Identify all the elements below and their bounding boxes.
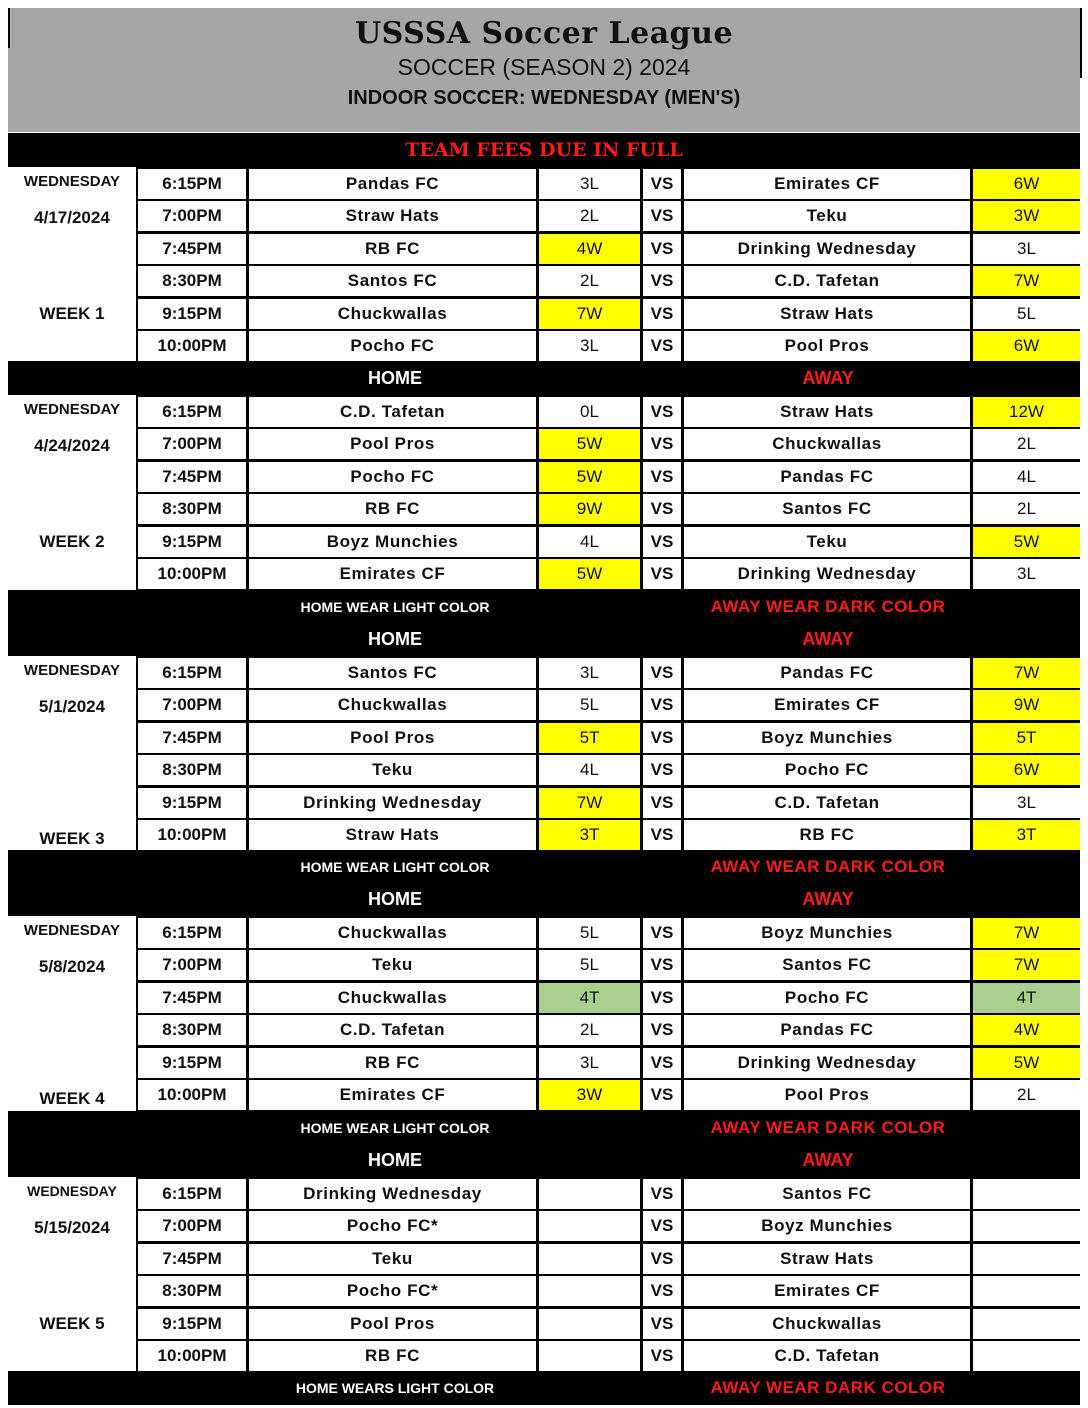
home-score: 3L bbox=[539, 331, 640, 361]
home-score bbox=[539, 1211, 640, 1241]
game-time: 9:15PM bbox=[138, 1048, 246, 1078]
versus-label: VS bbox=[643, 494, 681, 524]
versus-label: VS bbox=[643, 723, 681, 753]
away-score: 5T bbox=[973, 723, 1080, 753]
page-header bbox=[8, 8, 1080, 132]
home-team: Straw Hats bbox=[249, 201, 536, 231]
game-time: 9:15PM bbox=[138, 1309, 246, 1339]
game-row bbox=[138, 788, 1080, 818]
away-score: 6W bbox=[973, 169, 1080, 199]
game-row bbox=[138, 918, 1080, 948]
home-score: 5W bbox=[539, 462, 640, 492]
home-team: Straw Hats bbox=[249, 820, 536, 850]
date-label: 5/15/2024 bbox=[34, 1217, 110, 1237]
home-team: RB FC bbox=[249, 1048, 536, 1078]
away-team: C.D. Tafetan bbox=[684, 1341, 970, 1371]
versus-label: VS bbox=[643, 527, 681, 557]
home-team: Teku bbox=[249, 755, 536, 785]
away-team: Emirates CF bbox=[684, 1276, 970, 1306]
versus-label: VS bbox=[643, 1244, 681, 1274]
game-time: 8:30PM bbox=[138, 755, 246, 785]
away-team: Santos FC bbox=[684, 950, 970, 980]
black-band bbox=[8, 852, 1080, 884]
home-team: Santos FC bbox=[249, 266, 536, 296]
away-score: 2L bbox=[973, 429, 1080, 459]
game-row bbox=[138, 983, 1080, 1013]
home-team: Pool Pros bbox=[249, 429, 536, 459]
away-score: 2L bbox=[973, 494, 1080, 524]
home-score: 5L bbox=[539, 918, 640, 948]
game-row bbox=[138, 1015, 1080, 1045]
away-score: 6W bbox=[973, 755, 1080, 785]
home-wear-note: HOME WEAR LIGHT COLOR bbox=[300, 1119, 490, 1136]
home-team: Boyz Munchies bbox=[249, 527, 536, 557]
home-score: 4L bbox=[539, 527, 640, 557]
game-time: 7:00PM bbox=[138, 201, 246, 231]
away-team: Chuckwallas bbox=[684, 429, 970, 459]
versus-label: VS bbox=[643, 1341, 681, 1371]
week-block-5 bbox=[8, 1177, 1080, 1373]
away-team: RB FC bbox=[684, 820, 970, 850]
versus-label: VS bbox=[643, 1309, 681, 1339]
header-border-right bbox=[1080, 8, 1082, 78]
home-team: Pool Pros bbox=[249, 1309, 536, 1339]
versus-label: VS bbox=[643, 1048, 681, 1078]
versus-label: VS bbox=[643, 1211, 681, 1241]
game-row bbox=[138, 1276, 1080, 1306]
away-team: Pocho FC bbox=[684, 983, 970, 1013]
away-team: Emirates CF bbox=[684, 169, 970, 199]
home-wear-note: HOME WEAR LIGHT COLOR bbox=[300, 598, 490, 615]
game-time: 7:45PM bbox=[138, 234, 246, 264]
game-time: 8:30PM bbox=[138, 266, 246, 296]
date-label: 5/8/2024 bbox=[38, 957, 106, 977]
away-team: Drinking Wednesday bbox=[684, 1048, 970, 1078]
home-score: 5L bbox=[539, 950, 640, 980]
home-team: Chuckwallas bbox=[249, 983, 536, 1013]
game-row bbox=[138, 331, 1080, 361]
away-score: 5L bbox=[973, 299, 1080, 329]
away-score: 2L bbox=[973, 1080, 1080, 1110]
home-score: 9W bbox=[539, 494, 640, 524]
date-label: 5/1/2024 bbox=[38, 696, 106, 716]
home-team: Santos FC bbox=[249, 658, 536, 688]
away-team: Boyz Munchies bbox=[684, 918, 970, 948]
game-row bbox=[138, 1309, 1080, 1339]
home-score: 5W bbox=[539, 429, 640, 459]
game-row bbox=[138, 429, 1080, 459]
home-team: Drinking Wednesday bbox=[249, 788, 536, 818]
away-team: Pocho FC bbox=[684, 755, 970, 785]
away-score: 12W bbox=[973, 397, 1080, 427]
home-score: 3L bbox=[539, 658, 640, 688]
away-wear-note: AWAY WEAR DARK COLOR bbox=[710, 596, 946, 616]
away-team: Pool Pros bbox=[684, 1080, 970, 1110]
away-score bbox=[973, 1211, 1080, 1241]
versus-label: VS bbox=[643, 462, 681, 492]
season-subtitle: SOCCER (SEASON 2) 2024 bbox=[397, 54, 691, 80]
game-time: 6:15PM bbox=[138, 658, 246, 688]
away-score: 3L bbox=[973, 788, 1080, 818]
game-time: 9:15PM bbox=[138, 527, 246, 557]
week-label: WEEK 1 bbox=[39, 304, 105, 323]
game-time: 8:30PM bbox=[138, 1015, 246, 1045]
versus-label: VS bbox=[643, 918, 681, 948]
away-column-label: AWAY bbox=[802, 368, 854, 389]
game-time: 8:30PM bbox=[138, 494, 246, 524]
game-time: 7:45PM bbox=[138, 723, 246, 753]
away-score bbox=[973, 1179, 1080, 1209]
home-team: RB FC bbox=[249, 234, 536, 264]
away-score bbox=[973, 1244, 1080, 1274]
game-row bbox=[138, 690, 1080, 720]
week-block-4 bbox=[8, 916, 1080, 1112]
game-row bbox=[138, 1179, 1080, 1209]
game-row bbox=[138, 658, 1080, 688]
home-team: RB FC bbox=[249, 494, 536, 524]
game-time: 6:15PM bbox=[138, 1179, 246, 1209]
home-team: Pocho FC* bbox=[249, 1276, 536, 1306]
versus-label: VS bbox=[643, 1179, 681, 1209]
game-row bbox=[138, 1341, 1080, 1371]
home-team: Pocho FC bbox=[249, 462, 536, 492]
week-label: WEEK 3 bbox=[39, 828, 105, 848]
game-row bbox=[138, 723, 1080, 753]
week-label: WEEK 2 bbox=[39, 532, 105, 552]
date-label: 4/17/2024 bbox=[34, 208, 110, 227]
away-team: Straw Hats bbox=[684, 1244, 970, 1274]
versus-label: VS bbox=[643, 331, 681, 361]
away-column-label: AWAY bbox=[802, 628, 854, 649]
black-band bbox=[8, 133, 1080, 167]
away-wear-note: AWAY WEAR DARK COLOR bbox=[710, 1117, 946, 1137]
home-team: Teku bbox=[249, 1244, 536, 1274]
game-row bbox=[138, 1211, 1080, 1241]
home-team: Pool Pros bbox=[249, 723, 536, 753]
day-label: WEDNESDAY bbox=[23, 173, 121, 190]
home-score: 3T bbox=[539, 820, 640, 850]
away-score bbox=[973, 1276, 1080, 1306]
date-label: 4/24/2024 bbox=[34, 436, 110, 456]
away-team: Chuckwallas bbox=[684, 1309, 970, 1339]
game-time: 7:00PM bbox=[138, 950, 246, 980]
game-time: 10:00PM bbox=[138, 820, 246, 850]
fees-notice: TEAM FEES DUE IN FULL bbox=[405, 139, 683, 161]
away-team: Pandas FC bbox=[684, 1015, 970, 1045]
home-score: 5L bbox=[539, 690, 640, 720]
away-score: 7W bbox=[973, 658, 1080, 688]
away-team: Boyz Munchies bbox=[684, 1211, 970, 1241]
game-time: 6:15PM bbox=[138, 169, 246, 199]
away-team: Teku bbox=[684, 527, 970, 557]
game-time: 10:00PM bbox=[138, 1080, 246, 1110]
home-score: 4T bbox=[539, 983, 640, 1013]
game-row bbox=[138, 527, 1080, 557]
versus-label: VS bbox=[643, 1276, 681, 1306]
away-score: 7W bbox=[973, 266, 1080, 296]
versus-label: VS bbox=[643, 820, 681, 850]
day-label: WEDNESDAY bbox=[23, 401, 121, 419]
away-score: 4W bbox=[973, 1015, 1080, 1045]
away-score: 3T bbox=[973, 820, 1080, 850]
versus-label: VS bbox=[643, 1080, 681, 1110]
home-score: 3L bbox=[539, 169, 640, 199]
home-score: 7W bbox=[539, 788, 640, 818]
home-score: 2L bbox=[539, 1015, 640, 1045]
home-team: Chuckwallas bbox=[249, 299, 536, 329]
game-row bbox=[138, 201, 1080, 231]
home-score bbox=[539, 1244, 640, 1274]
versus-label: VS bbox=[643, 983, 681, 1013]
versus-label: VS bbox=[643, 1015, 681, 1045]
home-score: 3L bbox=[539, 1048, 640, 1078]
home-column-label: HOME bbox=[368, 1149, 422, 1170]
black-band bbox=[8, 1373, 1080, 1405]
away-score: 6W bbox=[973, 331, 1080, 361]
game-row bbox=[138, 266, 1080, 296]
away-score bbox=[973, 1309, 1080, 1339]
away-team: Drinking Wednesday bbox=[684, 234, 970, 264]
away-score: 5W bbox=[973, 527, 1080, 557]
away-score: 4T bbox=[973, 983, 1080, 1013]
game-time: 7:45PM bbox=[138, 462, 246, 492]
away-wear-note: AWAY WEAR DARK COLOR bbox=[710, 1377, 946, 1397]
game-time: 7:45PM bbox=[138, 1244, 246, 1274]
home-team: Pocho FC* bbox=[249, 1211, 536, 1241]
black-band bbox=[8, 624, 1080, 656]
week-info bbox=[8, 167, 136, 361]
home-score: 2L bbox=[539, 201, 640, 231]
home-team: Emirates CF bbox=[249, 1080, 536, 1110]
week-label: WEEK 5 bbox=[39, 1313, 105, 1333]
home-team: Pandas FC bbox=[249, 169, 536, 199]
game-time: 8:30PM bbox=[138, 1276, 246, 1306]
away-score bbox=[973, 1341, 1080, 1371]
away-score: 3W bbox=[973, 201, 1080, 231]
game-time: 6:15PM bbox=[138, 397, 246, 427]
week-block-1 bbox=[8, 167, 1080, 363]
day-label: WEDNESDAY bbox=[23, 661, 121, 679]
home-wear-note: HOME WEARS LIGHT COLOR bbox=[295, 1379, 495, 1396]
home-score bbox=[539, 1276, 640, 1306]
away-score: 3L bbox=[973, 234, 1080, 264]
black-band bbox=[8, 592, 1080, 624]
versus-label: VS bbox=[643, 201, 681, 231]
versus-label: VS bbox=[643, 169, 681, 199]
away-team: Pandas FC bbox=[684, 462, 970, 492]
game-time: 9:15PM bbox=[138, 788, 246, 818]
home-score bbox=[539, 1309, 640, 1339]
home-score: 5T bbox=[539, 723, 640, 753]
black-band bbox=[8, 884, 1080, 916]
away-score: 7W bbox=[973, 918, 1080, 948]
home-team: Pocho FC bbox=[249, 331, 536, 361]
home-team: C.D. Tafetan bbox=[249, 397, 536, 427]
away-team: Pool Pros bbox=[684, 331, 970, 361]
home-team: Teku bbox=[249, 950, 536, 980]
away-column-label: AWAY bbox=[802, 889, 854, 910]
game-row bbox=[138, 820, 1080, 850]
game-row bbox=[138, 950, 1080, 980]
home-team: RB FC bbox=[249, 1341, 536, 1371]
versus-label: VS bbox=[643, 788, 681, 818]
away-team: C.D. Tafetan bbox=[684, 266, 970, 296]
versus-label: VS bbox=[643, 755, 681, 785]
game-time: 7:00PM bbox=[138, 1211, 246, 1241]
game-row bbox=[138, 299, 1080, 329]
home-team: Emirates CF bbox=[249, 559, 536, 589]
day-label: WEDNESDAY bbox=[27, 1182, 117, 1199]
versus-label: VS bbox=[643, 299, 681, 329]
week-info bbox=[8, 656, 136, 850]
black-band bbox=[8, 1113, 1080, 1145]
league-title: USSSA Soccer League bbox=[354, 16, 734, 51]
week-info bbox=[8, 916, 136, 1110]
week-block-2 bbox=[8, 395, 1080, 591]
away-column-label: AWAY bbox=[802, 1149, 854, 1170]
game-row bbox=[138, 397, 1080, 427]
away-team: Drinking Wednesday bbox=[684, 559, 970, 589]
away-team: Pandas FC bbox=[684, 658, 970, 688]
away-team: Straw Hats bbox=[684, 397, 970, 427]
versus-label: VS bbox=[643, 266, 681, 296]
black-band bbox=[8, 363, 1080, 395]
game-row bbox=[138, 559, 1080, 589]
away-score: 7W bbox=[973, 950, 1080, 980]
home-team: Chuckwallas bbox=[249, 690, 536, 720]
versus-label: VS bbox=[643, 559, 681, 589]
versus-label: VS bbox=[643, 429, 681, 459]
versus-label: VS bbox=[643, 658, 681, 688]
day-label: WEDNESDAY bbox=[23, 922, 121, 940]
home-column-label: HOME bbox=[368, 889, 422, 910]
home-score bbox=[539, 1179, 640, 1209]
division-subtitle: INDOOR SOCCER: WEDNESDAY (MEN'S) bbox=[347, 87, 741, 109]
home-score: 3W bbox=[539, 1080, 640, 1110]
week-info bbox=[8, 395, 136, 589]
away-team: Straw Hats bbox=[684, 299, 970, 329]
game-row bbox=[138, 462, 1080, 492]
game-row bbox=[138, 1244, 1080, 1274]
home-score: 0L bbox=[539, 397, 640, 427]
versus-label: VS bbox=[643, 950, 681, 980]
away-team: Emirates CF bbox=[684, 690, 970, 720]
away-score: 4L bbox=[973, 462, 1080, 492]
game-time: 10:00PM bbox=[138, 559, 246, 589]
versus-label: VS bbox=[643, 234, 681, 264]
away-team: Santos FC bbox=[684, 1179, 970, 1209]
game-time: 7:00PM bbox=[138, 429, 246, 459]
game-row bbox=[138, 169, 1080, 199]
game-row bbox=[138, 1080, 1080, 1110]
home-score: 4L bbox=[539, 755, 640, 785]
week-info bbox=[8, 1177, 136, 1371]
versus-label: VS bbox=[643, 397, 681, 427]
week-label: WEEK 4 bbox=[39, 1089, 105, 1109]
home-column-label: HOME bbox=[368, 628, 422, 649]
away-team: Teku bbox=[684, 201, 970, 231]
away-wear-note: AWAY WEAR DARK COLOR bbox=[710, 857, 946, 877]
black-band bbox=[8, 1145, 1080, 1177]
home-team: Chuckwallas bbox=[249, 918, 536, 948]
home-score: 4W bbox=[539, 234, 640, 264]
home-score: 7W bbox=[539, 299, 640, 329]
home-score bbox=[539, 1341, 640, 1371]
away-score: 5W bbox=[973, 1048, 1080, 1078]
home-team: C.D. Tafetan bbox=[249, 1015, 536, 1045]
away-team: Boyz Munchies bbox=[684, 723, 970, 753]
game-time: 7:00PM bbox=[138, 690, 246, 720]
home-score: 2L bbox=[539, 266, 640, 296]
game-time: 10:00PM bbox=[138, 1341, 246, 1371]
game-row bbox=[138, 494, 1080, 524]
home-column-label: HOME bbox=[368, 368, 422, 389]
away-score: 9W bbox=[973, 690, 1080, 720]
away-team: Santos FC bbox=[684, 494, 970, 524]
game-row bbox=[138, 234, 1080, 264]
away-team: C.D. Tafetan bbox=[684, 788, 970, 818]
game-row bbox=[138, 1048, 1080, 1078]
game-time: 10:00PM bbox=[138, 331, 246, 361]
home-team: Drinking Wednesday bbox=[249, 1179, 536, 1209]
game-time: 7:45PM bbox=[138, 983, 246, 1013]
away-score: 3L bbox=[973, 559, 1080, 589]
game-row bbox=[138, 755, 1080, 785]
week-block-3 bbox=[8, 656, 1080, 852]
versus-label: VS bbox=[643, 690, 681, 720]
home-score: 5W bbox=[539, 559, 640, 589]
schedule-grid bbox=[8, 133, 1080, 1405]
game-time: 9:15PM bbox=[138, 299, 246, 329]
game-time: 6:15PM bbox=[138, 918, 246, 948]
home-wear-note: HOME WEAR LIGHT COLOR bbox=[300, 859, 490, 876]
